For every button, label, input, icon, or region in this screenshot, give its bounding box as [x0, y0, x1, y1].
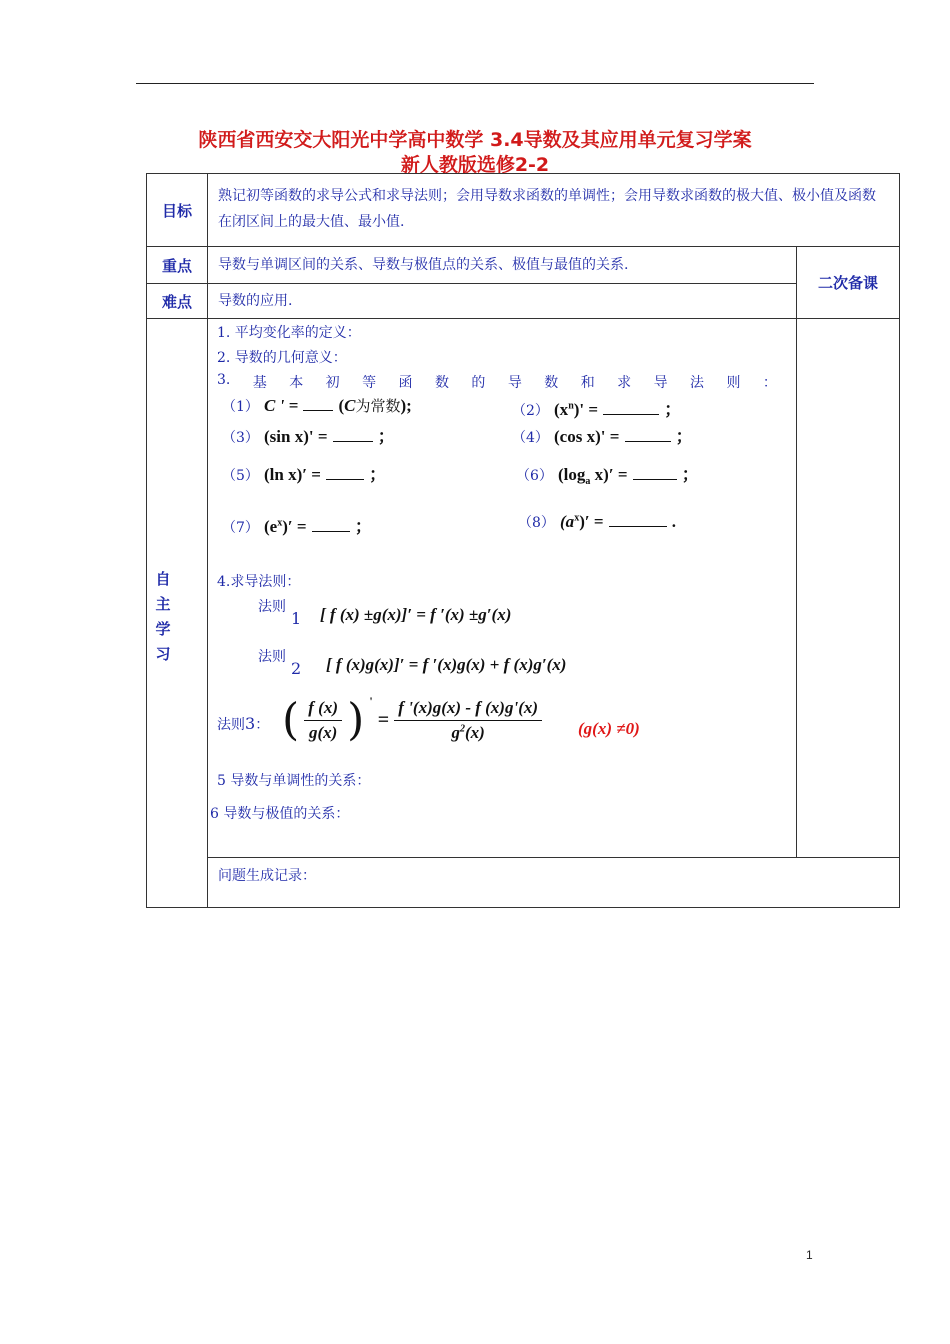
formula-end: ；: [681, 465, 699, 484]
question-record-cell: [207, 857, 900, 908]
header-rule: [136, 83, 814, 84]
formula-expression: (sin x)' =: [264, 427, 328, 446]
rule3-rhs-denominator-base: g: [451, 723, 460, 742]
rule2-number: 2: [291, 659, 302, 678]
item3-char: 导: [653, 375, 668, 391]
formula-number: （3）: [222, 430, 259, 446]
rule3-prime: ': [369, 694, 373, 708]
key-label: 重点: [146, 246, 208, 284]
formula-number: （4）: [512, 430, 549, 446]
formula-superscript: x: [574, 512, 580, 524]
side-notes-cell: [796, 318, 900, 858]
rule3-colon: ：: [255, 717, 270, 733]
formula-7: [222, 512, 372, 537]
item3-char: 求: [617, 375, 632, 391]
item-monotonicity: 5 导数与单调性的关系：: [217, 773, 371, 789]
answer-blank[interactable]: [303, 396, 333, 411]
second-prep-label: 二次备课: [796, 246, 900, 319]
item3-char: ：: [762, 375, 777, 391]
rule3-rhs-denominator-arg: (x): [464, 723, 485, 742]
formula-expression-rest: )′ =: [282, 517, 307, 536]
rule1-label: 法则: [258, 599, 286, 615]
formula-subscript: a: [585, 476, 591, 488]
rule1-formula: [ f (x) ±g(x)]′ = f ′(x) ±g′(x): [320, 605, 512, 624]
question-record-label: 问题生成记录：: [218, 868, 316, 884]
self-study-char: 主: [155, 595, 171, 613]
rule1-number: 1: [291, 609, 302, 628]
self-study-label-cell: [146, 318, 208, 908]
item-average-rate: 1. 平均变化率的定义：: [217, 325, 361, 341]
item3-char: 和: [580, 375, 595, 391]
answer-blank[interactable]: [333, 427, 373, 442]
study-table: [146, 173, 900, 908]
item3-char: 的: [471, 375, 486, 391]
formula-2: [512, 395, 681, 420]
formula-end: ；: [664, 400, 682, 419]
item-geometric-meaning: 2. 导数的几何意义：: [217, 350, 347, 366]
item3-char: 法: [690, 375, 705, 391]
formula-expression: (x: [554, 400, 569, 419]
formula-superscript: n: [568, 400, 574, 412]
item3-char: 导: [507, 375, 522, 391]
formula-1: [222, 395, 412, 416]
rule3-rhs-denominator: [451, 721, 484, 743]
rule3-condition: (g(x) ≠0): [578, 719, 640, 738]
rule3-number: 3: [245, 714, 256, 733]
formula-number: （6）: [516, 468, 553, 484]
formula-8: [518, 512, 676, 532]
formula-expression-rest: x)′ =: [590, 465, 628, 484]
formula-end: ；: [377, 427, 395, 446]
rule3-lhs-denominator: g(x): [308, 723, 338, 742]
answer-blank[interactable]: [633, 465, 677, 480]
formula-expression-rest: )′ =: [579, 512, 604, 531]
right-paren: ): [347, 694, 365, 746]
item3-char: 数: [434, 375, 449, 391]
rule3-label-text: 法则: [217, 717, 245, 733]
formula-expression: (a: [560, 512, 575, 531]
formula-expression-rest: )' =: [573, 400, 599, 419]
left-paren: (: [282, 694, 300, 746]
item-extremum: 6 导数与极值的关系：: [210, 806, 350, 822]
answer-blank[interactable]: [609, 512, 667, 527]
key-text: 导数与单调区间的关系、导数与极值点的关系、极值与最值的关系.: [207, 246, 797, 284]
goal-text: 熟记初等函数的求导公式和求导法则；会用导数求函数的单调性；会用导数求函数的极大值、极小值及函数在闭区间上的最大值、最小值.: [207, 173, 900, 247]
rule3-label: [217, 714, 269, 734]
self-study-char: 习: [155, 645, 171, 663]
self-study-char: 自: [155, 570, 171, 588]
formula-note-open: (: [338, 396, 345, 415]
item3-char: 则: [726, 375, 741, 391]
page-number: 1: [806, 1248, 813, 1262]
item3-char: 等: [362, 375, 377, 391]
formula-note-text: 为常数: [355, 397, 401, 415]
formula-note-c: C: [344, 396, 356, 415]
item-basic-derivatives: [217, 372, 777, 392]
answer-blank[interactable]: [312, 517, 350, 532]
difficult-text: 导数的应用.: [207, 283, 797, 319]
answer-blank[interactable]: [603, 400, 659, 415]
formula-expression: (log: [558, 465, 586, 484]
rules-heading: 4.求导法则：: [217, 574, 301, 590]
formula-end: ；: [354, 517, 372, 536]
answer-blank[interactable]: [625, 427, 671, 442]
item3-char: 初: [325, 375, 340, 391]
formula-number: （1）: [222, 399, 259, 415]
item3-char: 本: [289, 375, 304, 391]
formula-superscript: x: [277, 517, 283, 529]
goal-label: 目标: [146, 173, 208, 247]
formula-6: [516, 460, 699, 487]
rule2-label: 法则: [258, 649, 286, 665]
item3-char: 函: [398, 375, 413, 391]
rule3-rhs-denominator-sup: 2: [459, 723, 465, 735]
formula-number: （2）: [512, 403, 549, 419]
page-subtitle: 新人教版选修2-2: [400, 154, 550, 176]
formula-4: [512, 422, 693, 447]
item3-char: 基: [252, 375, 267, 391]
formula-note-close: );: [400, 396, 412, 415]
self-study-char: 学: [155, 620, 171, 638]
rule3-rhs-numerator: f '(x)g(x) - f (x)g'(x): [394, 698, 542, 721]
item3-char: 数: [544, 375, 559, 391]
formula-expression: C ' =: [264, 396, 299, 415]
formula-number: （8）: [518, 515, 555, 531]
formula-number: （7）: [222, 520, 259, 536]
rule3-lhs-numerator: f (x): [304, 698, 342, 721]
formula-5: [222, 460, 386, 485]
formula-3: [222, 422, 395, 447]
answer-blank[interactable]: [326, 465, 364, 480]
difficult-label: 难点: [146, 283, 208, 319]
formula-expression: (e: [264, 517, 278, 536]
rule3-formula: [282, 694, 542, 746]
item3-char: 3.: [217, 372, 231, 388]
formula-end: ；: [369, 465, 387, 484]
rule3-equals: =: [377, 709, 390, 731]
page-title: 陕西省西安交大阳光中学高中数学 3.4导数及其应用单元复习学案: [198, 129, 752, 151]
formula-end: ；: [675, 427, 693, 446]
rule2-formula: [ f (x)g(x)]′ = f ′(x)g(x) + f (x)g′(x): [326, 655, 567, 674]
formula-number: （5）: [222, 468, 259, 484]
formula-expression: (ln x)′ =: [264, 465, 321, 484]
formula-expression: (cos x)' =: [554, 427, 620, 446]
self-study-label: [147, 567, 179, 667]
rule3-rhs-fraction: [394, 698, 542, 743]
formula-end: .: [671, 512, 677, 531]
rule3-lhs-fraction: [304, 698, 342, 743]
